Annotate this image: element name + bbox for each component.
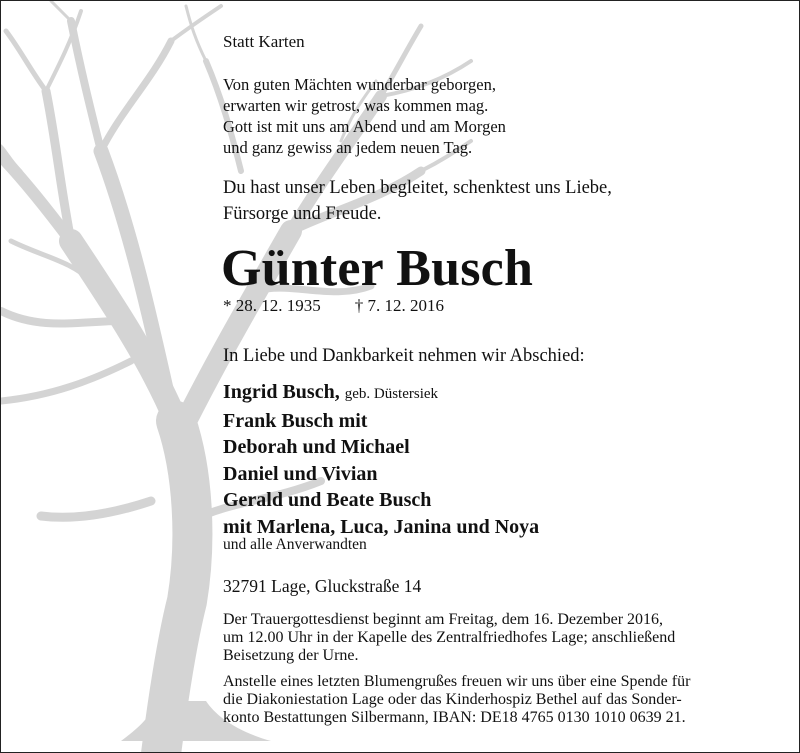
poem-line: und ganz gewiss an jedem neuen Tag. — [223, 138, 473, 157]
service-info — [223, 611, 675, 664]
death-date: † 7. 12. 2016 — [354, 296, 444, 315]
family-list — [223, 379, 539, 540]
deceased-name: Günter Busch — [221, 240, 534, 297]
family-member — [223, 379, 539, 408]
poem — [223, 74, 506, 158]
family-member: Gerald und Beate Busch — [223, 489, 432, 511]
dedication-line: Fürsorge und Freude. — [223, 204, 382, 224]
service-line: um 12.00 Uhr in der Kapelle des Zentralfriedhofes Lage; anschließend — [223, 628, 676, 646]
donation-line: Anstelle eines letzten Blumengrußes freuen wir uns über eine Spende für — [223, 673, 691, 690]
service-line: Beisetzung der Urne. — [223, 646, 359, 664]
intro-line: Statt Karten — [223, 32, 305, 51]
birth-date: * 28. 12. 1935 — [223, 296, 321, 315]
dedication-line: Du hast unser Leben begleitet, schenktest uns Liebe, — [223, 178, 612, 198]
poem-line: Von guten Mächten wunderbar geborgen, — [223, 75, 496, 94]
dedication — [223, 175, 612, 227]
family-member: mit Marlena, Luca, Janina und Noya — [223, 515, 540, 538]
maiden-name: geb. Düstersiek — [344, 386, 439, 402]
donation-info — [223, 673, 690, 726]
poem-line: erwarten wir getrost, was kommen mag. — [223, 96, 489, 115]
family-member: Frank Busch mit — [223, 409, 368, 432]
life-dates — [223, 296, 444, 316]
family-member: Deborah und Michael — [223, 436, 410, 458]
address: 32791 Lage, Gluckstraße 14 — [223, 576, 422, 596]
donation-line: konto Bestattungen Silbermann, IBAN: DE18 4765 0130 1010 0639 21. — [223, 708, 686, 726]
relatives-line: und alle Anverwandten — [223, 536, 367, 553]
poem-line: Gott ist mit uns am Abend und am Morgen — [223, 117, 506, 136]
family-member: Daniel und Vivian — [223, 462, 378, 485]
donation-line: die Diakoniestation Lage oder das Kinderhospiz Bethel auf das Sonder- — [223, 690, 682, 708]
service-line: Der Trauergottesdienst beginnt am Freitag, dem 16. Dezember 2016, — [223, 611, 664, 628]
family-member-name: Ingrid Busch, — [223, 381, 340, 403]
farewell-line: In Liebe und Dankbarkeit nehmen wir Abschied: — [223, 346, 585, 366]
